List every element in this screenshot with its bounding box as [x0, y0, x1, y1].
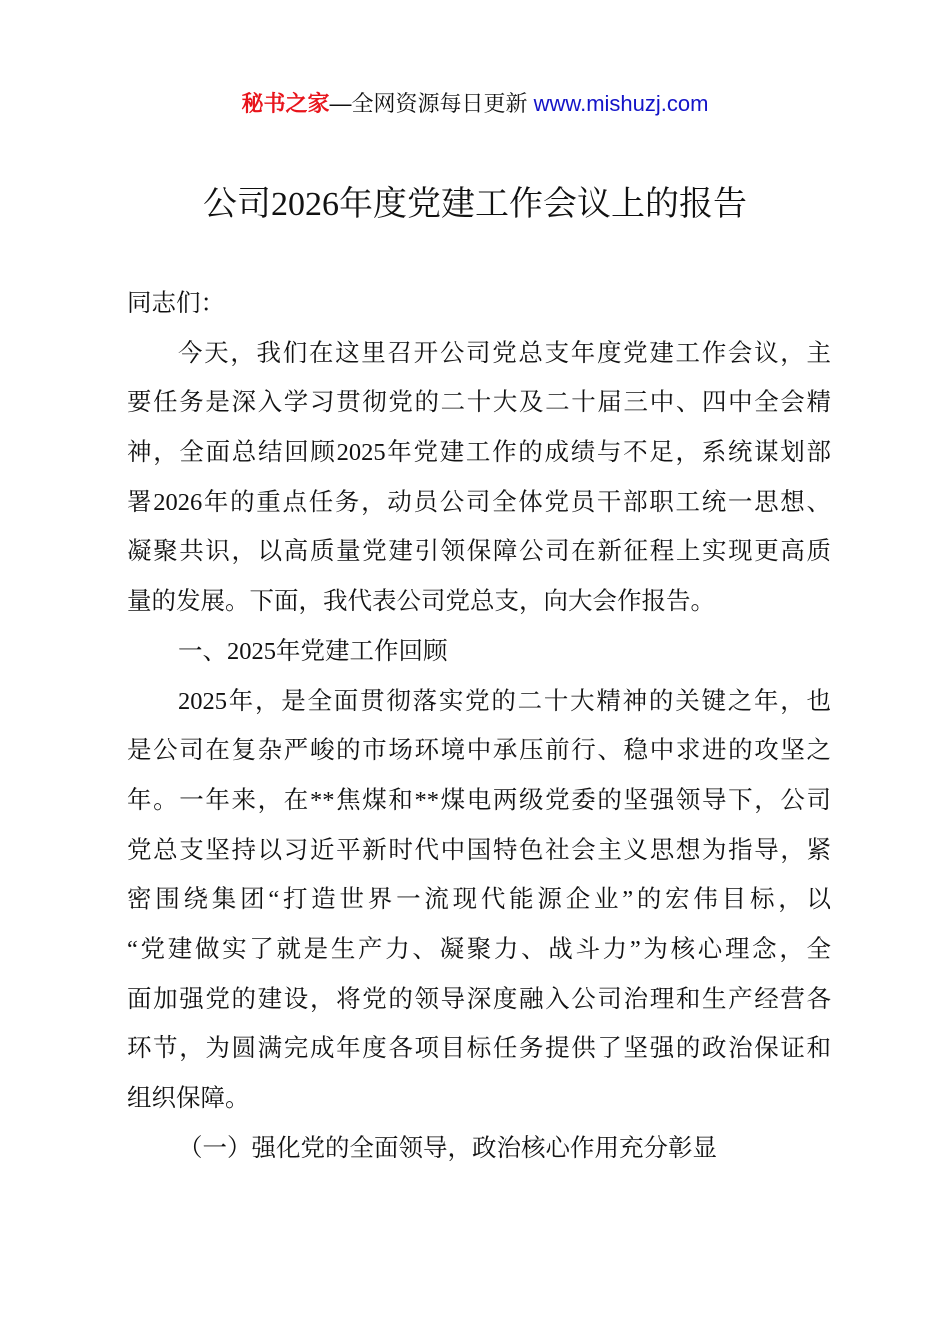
text-line: 量的发展。下面，我代表公司党总支，向大会作报告。 — [127, 588, 715, 616]
subsection-heading: （一）强化党的全面领导，政治核心作用充分彰显 — [178, 1134, 717, 1162]
section-heading: 一、2025年党建工作回顾 — [178, 637, 448, 665]
salutation: 同志们： — [127, 290, 225, 317]
paragraph-review — [127, 683, 831, 1130]
banner-slogan: —全网资源每日更新 — [329, 91, 534, 116]
text-line: 密围绕集团“打造世界一流现代能源企业”的宏伟目标，以 — [127, 886, 831, 914]
document-body — [127, 285, 831, 1179]
text-line: 环节，为圆满完成年度各项目标任务提供了坚强的政治保证和 — [127, 1035, 831, 1063]
text-line: 党总支坚持以习近平新时代中国特色社会主义思想为指导，紧 — [127, 836, 831, 864]
text-line: 要任务是深入学习贯彻党的二十大及二十届三中、四中全会精 — [127, 389, 831, 417]
text-line: “党建做实了就是生产力、凝聚力、战斗力”为核心理念，全 — [127, 935, 831, 963]
brand-name: 秘书之家 — [241, 91, 330, 116]
site-banner — [0, 88, 950, 120]
text-line: 是公司在复杂严峻的市场环境中承压前行、稳中求进的攻坚之 — [127, 737, 831, 765]
text-line: 今天，我们在这里召开公司党总支年度党建工作会议，主 — [178, 339, 831, 367]
document-title: 公司2026年度党建工作会议上的报告 — [203, 186, 747, 223]
text-line: 2025年，是全面贯彻落实党的二十大精神的关键之年，也 — [178, 687, 831, 715]
text-line: 神，全面总结回顾2025年党建工作的成绩与不足，系统谋划部 — [127, 439, 831, 467]
text-line: 凝聚共识，以高质量党建引领保障公司在新征程上实现更高质 — [127, 538, 831, 566]
text-line: 年。一年来，在**焦煤和**煤电两级党委的坚强领导下，公司 — [127, 786, 831, 814]
text-line: 署2026年的重点任务，动员公司全体党员干部职工统一思想、 — [127, 488, 831, 516]
paragraph-intro — [127, 335, 831, 633]
site-url-link[interactable]: www.mishuzj.com — [533, 91, 709, 116]
text-line: 组织保障。 — [127, 1085, 250, 1112]
text-line: 面加强党的建设，将党的领导深度融入公司治理和生产经营各 — [127, 985, 831, 1013]
